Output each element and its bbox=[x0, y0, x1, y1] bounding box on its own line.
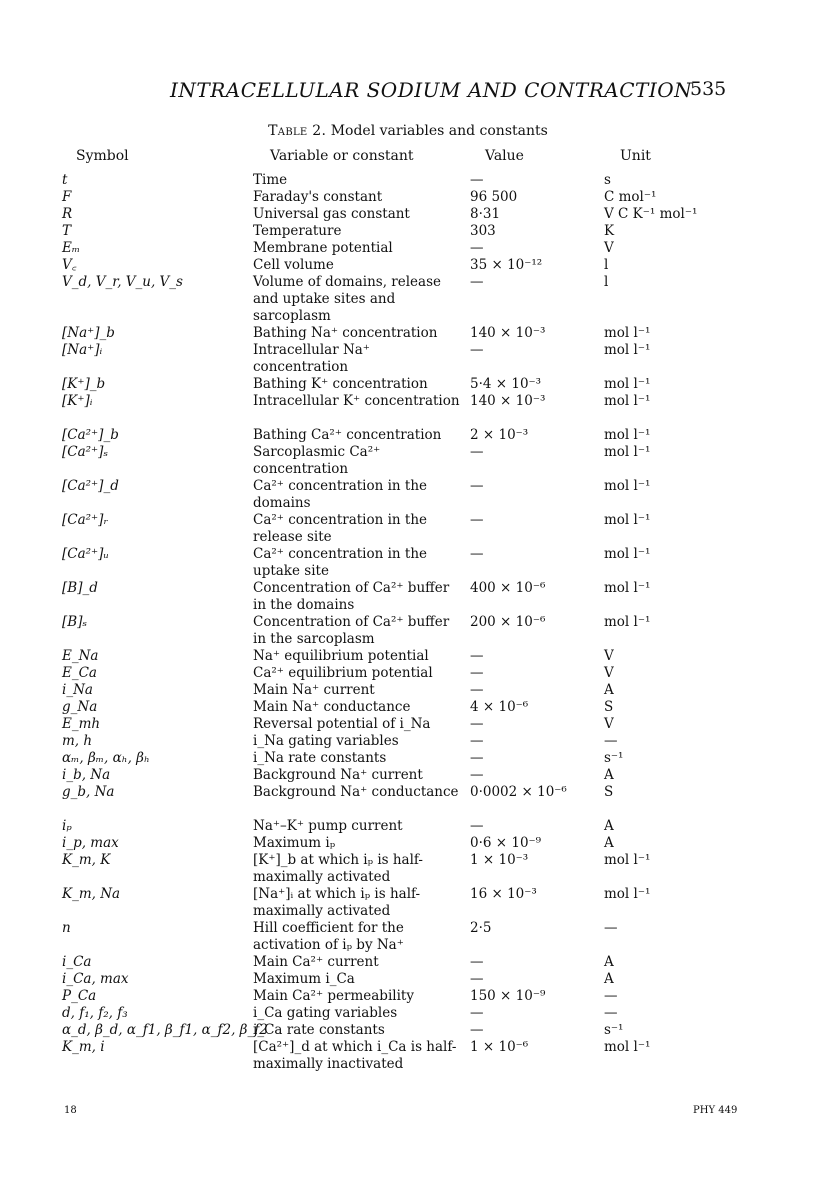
row-unit: mol l⁻¹ bbox=[604, 1039, 651, 1055]
row-symbol: g_Na bbox=[62, 699, 98, 715]
row-unit: A bbox=[604, 767, 614, 783]
row-description: Intracellular Na⁺ concentration bbox=[253, 342, 370, 375]
row-symbol: αₘ, βₘ, αₕ, βₕ bbox=[62, 750, 150, 766]
row-symbol: [B]ₛ bbox=[62, 614, 88, 630]
table-row bbox=[0, 427, 816, 444]
table-row bbox=[0, 716, 816, 733]
table-row bbox=[0, 852, 816, 886]
row-value: — bbox=[470, 954, 484, 970]
row-symbol: i_p, max bbox=[62, 835, 119, 851]
row-description: Main Ca²⁺ permeability bbox=[253, 988, 414, 1004]
row-unit: A bbox=[604, 954, 614, 970]
row-symbol: i_Ca, max bbox=[62, 971, 129, 987]
table-caption bbox=[0, 123, 816, 139]
row-symbol: i_Ca bbox=[62, 954, 92, 970]
column-header-description: Variable or constant bbox=[270, 148, 414, 164]
row-unit: S bbox=[604, 699, 614, 715]
row-unit: S bbox=[604, 784, 614, 800]
row-unit: mol l⁻¹ bbox=[604, 444, 651, 460]
row-symbol: [Ca²⁺]_b bbox=[62, 427, 119, 443]
column-header-symbol: Symbol bbox=[76, 148, 129, 164]
row-value: — bbox=[470, 444, 484, 460]
row-value: — bbox=[470, 1005, 484, 1021]
table-row bbox=[0, 1005, 816, 1022]
row-description: [Na⁺]ᵢ at which iₚ is half-maximally activated bbox=[253, 886, 421, 919]
row-description: Main Na⁺ current bbox=[253, 682, 375, 698]
table-row bbox=[0, 478, 816, 512]
row-symbol: iₚ bbox=[62, 818, 72, 834]
column-header-value: Value bbox=[485, 148, 524, 164]
row-value: 150 × 10⁻⁹ bbox=[470, 988, 546, 1004]
row-symbol: E_mh bbox=[62, 716, 101, 732]
table-row bbox=[0, 784, 816, 818]
table-row bbox=[0, 206, 816, 223]
row-description: Cell volume bbox=[253, 257, 334, 273]
table-row bbox=[0, 444, 816, 478]
row-description: Background Na⁺ current bbox=[253, 767, 423, 783]
row-description: i_Na gating variables bbox=[253, 733, 399, 749]
row-unit: V bbox=[604, 240, 614, 256]
row-symbol: t bbox=[62, 172, 68, 188]
row-unit: s⁻¹ bbox=[604, 750, 624, 766]
row-unit: A bbox=[604, 971, 614, 987]
row-description: Faraday's constant bbox=[253, 189, 383, 205]
row-description: Na⁺–K⁺ pump current bbox=[253, 818, 403, 834]
row-unit: mol l⁻¹ bbox=[604, 886, 651, 902]
row-unit: mol l⁻¹ bbox=[604, 376, 651, 392]
row-symbol: P_Ca bbox=[62, 988, 97, 1004]
row-description: Concentration of Ca²⁺ buffer in the domains bbox=[253, 580, 450, 613]
table-caption-text: Model variables and constants bbox=[330, 123, 548, 139]
row-description: Ca²⁺ concentration in the uptake site bbox=[253, 546, 428, 579]
row-description: i_Ca gating variables bbox=[253, 1005, 398, 1021]
row-symbol: E_Ca bbox=[62, 665, 97, 681]
running-head bbox=[0, 78, 816, 106]
row-unit: V C K⁻¹ mol⁻¹ bbox=[604, 206, 698, 222]
row-description: Bathing Ca²⁺ concentration bbox=[253, 427, 442, 443]
footer-signature: 18 bbox=[64, 1105, 77, 1116]
row-unit: A bbox=[604, 818, 614, 834]
table-row bbox=[0, 954, 816, 971]
row-description: Temperature bbox=[253, 223, 342, 239]
row-description: Ca²⁺ concentration in the domains bbox=[253, 478, 428, 511]
row-unit: K bbox=[604, 223, 615, 239]
row-value: — bbox=[470, 818, 484, 834]
row-unit: A bbox=[604, 835, 614, 851]
page-number: 535 bbox=[690, 78, 727, 100]
table-row bbox=[0, 580, 816, 614]
row-unit: mol l⁻¹ bbox=[604, 393, 651, 409]
row-unit: mol l⁻¹ bbox=[604, 342, 651, 358]
row-value: 303 bbox=[470, 223, 496, 239]
table-row bbox=[0, 1039, 816, 1073]
row-value: 200 × 10⁻⁶ bbox=[470, 614, 546, 630]
table-row bbox=[0, 750, 816, 767]
row-description: [Ca²⁺]_d at which i_Ca is half-maximally inactivated bbox=[253, 1039, 457, 1072]
row-value: 2 × 10⁻³ bbox=[470, 427, 529, 443]
row-value: 140 × 10⁻³ bbox=[470, 393, 546, 409]
row-description: Universal gas constant bbox=[253, 206, 410, 222]
row-unit: mol l⁻¹ bbox=[604, 580, 651, 596]
row-value: — bbox=[470, 172, 484, 188]
row-value: 1 × 10⁻⁶ bbox=[470, 1039, 529, 1055]
row-unit: mol l⁻¹ bbox=[604, 427, 651, 443]
row-unit: l bbox=[604, 257, 609, 273]
row-symbol: [B]_d bbox=[62, 580, 98, 596]
row-unit: mol l⁻¹ bbox=[604, 614, 651, 630]
row-description: Ca²⁺ concentration in the release site bbox=[253, 512, 428, 545]
row-unit: — bbox=[604, 733, 618, 749]
row-unit: V bbox=[604, 648, 614, 664]
row-unit: — bbox=[604, 1005, 618, 1021]
row-value: 400 × 10⁻⁶ bbox=[470, 580, 546, 596]
footer-code: PHY 449 bbox=[693, 1105, 738, 1116]
row-value: 16 × 10⁻³ bbox=[470, 886, 537, 902]
table-row bbox=[0, 920, 816, 954]
table-row bbox=[0, 886, 816, 920]
row-symbol: α_d, β_d, α_f1, β_f1, α_f2, β_f2 bbox=[62, 1022, 268, 1038]
row-unit: mol l⁻¹ bbox=[604, 546, 651, 562]
row-symbol: [Na⁺]ᵢ bbox=[62, 342, 103, 358]
row-symbol: V꜀ bbox=[62, 257, 77, 273]
table-row bbox=[0, 699, 816, 716]
row-value: 2·5 bbox=[470, 920, 492, 936]
row-unit: mol l⁻¹ bbox=[604, 325, 651, 341]
row-symbol: [Ca²⁺]ᵣ bbox=[62, 512, 109, 528]
row-value: — bbox=[470, 971, 484, 987]
row-value: — bbox=[470, 546, 484, 562]
row-symbol: [K⁺]ᵢ bbox=[62, 393, 93, 409]
row-symbol: K_m, i bbox=[62, 1039, 105, 1055]
row-symbol: F bbox=[62, 189, 72, 205]
table-row bbox=[0, 546, 816, 580]
row-value: 5·4 × 10⁻³ bbox=[470, 376, 542, 392]
row-value: 35 × 10⁻¹² bbox=[470, 257, 543, 273]
row-value: — bbox=[470, 1022, 484, 1038]
table-row bbox=[0, 223, 816, 240]
row-value: 96 500 bbox=[470, 189, 518, 205]
row-symbol: [Na⁺]_b bbox=[62, 325, 115, 341]
row-symbol: K_m, Na bbox=[62, 886, 121, 902]
row-description: i_Na rate constants bbox=[253, 750, 387, 766]
row-description: Bathing Na⁺ concentration bbox=[253, 325, 438, 341]
row-description: Hill coefficient for the activation of iₚ by Na⁺ bbox=[253, 920, 404, 953]
row-symbol: [Ca²⁺]ᵤ bbox=[62, 546, 109, 562]
table-row bbox=[0, 342, 816, 376]
row-unit: mol l⁻¹ bbox=[604, 512, 651, 528]
row-symbol: d, f₁, f₂, f₃ bbox=[62, 1005, 128, 1021]
row-value: — bbox=[470, 733, 484, 749]
table-row bbox=[0, 376, 816, 393]
table-row bbox=[0, 393, 816, 427]
row-description: Volume of domains, release and uptake sites and sarcoplasm bbox=[253, 274, 442, 324]
row-description: Time bbox=[253, 172, 288, 188]
table-row bbox=[0, 648, 816, 665]
row-value: — bbox=[470, 274, 484, 290]
row-value: — bbox=[470, 342, 484, 358]
row-symbol: R bbox=[62, 206, 73, 222]
row-symbol: g_b, Na bbox=[62, 784, 115, 800]
row-symbol: i_Na bbox=[62, 682, 93, 698]
row-unit: V bbox=[604, 665, 614, 681]
table-row bbox=[0, 767, 816, 784]
row-value: 4 × 10⁻⁶ bbox=[470, 699, 529, 715]
model-variables-table bbox=[0, 172, 816, 1073]
row-symbol: m, h bbox=[62, 733, 93, 749]
column-header-unit: Unit bbox=[620, 148, 651, 164]
row-description: Na⁺ equilibrium potential bbox=[253, 648, 429, 664]
row-description: Background Na⁺ conductance bbox=[253, 784, 459, 800]
row-description: Maximum i_Ca bbox=[253, 971, 355, 987]
table-row bbox=[0, 818, 816, 835]
row-value: 0·6 × 10⁻⁹ bbox=[470, 835, 542, 851]
table-row bbox=[0, 971, 816, 988]
row-symbol: n bbox=[62, 920, 71, 936]
row-value: 1 × 10⁻³ bbox=[470, 852, 529, 868]
row-description: [K⁺]_b at which iₚ is half-maximally activated bbox=[253, 852, 423, 885]
row-description: Concentration of Ca²⁺ buffer in the sarcoplasm bbox=[253, 614, 450, 647]
row-description: Reversal potential of i_Na bbox=[253, 716, 431, 732]
row-value: — bbox=[470, 767, 484, 783]
running-title: INTRACELLULAR SODIUM AND CONTRACTION bbox=[170, 78, 693, 102]
row-value: — bbox=[470, 665, 484, 681]
row-unit: l bbox=[604, 274, 609, 290]
table-row bbox=[0, 512, 816, 546]
row-unit: mol l⁻¹ bbox=[604, 478, 651, 494]
row-value: — bbox=[470, 478, 484, 494]
row-symbol: [K⁺]_b bbox=[62, 376, 106, 392]
row-value: — bbox=[470, 750, 484, 766]
row-value: — bbox=[470, 512, 484, 528]
row-value: 0·0002 × 10⁻⁶ bbox=[470, 784, 567, 800]
table-row bbox=[0, 240, 816, 257]
row-value: — bbox=[470, 648, 484, 664]
row-description: Intracellular K⁺ concentration bbox=[253, 393, 460, 409]
table-row bbox=[0, 257, 816, 274]
table-row bbox=[0, 733, 816, 750]
row-symbol: i_b, Na bbox=[62, 767, 111, 783]
table-row bbox=[0, 189, 816, 206]
table-row bbox=[0, 1022, 816, 1039]
table-row bbox=[0, 665, 816, 682]
row-symbol: V_d, V_r, V_u, V_s bbox=[62, 274, 183, 290]
row-unit: — bbox=[604, 988, 618, 1004]
row-value: 140 × 10⁻³ bbox=[470, 325, 546, 341]
row-unit: A bbox=[604, 682, 614, 698]
row-unit: mol l⁻¹ bbox=[604, 852, 651, 868]
row-description: Membrane potential bbox=[253, 240, 393, 256]
row-symbol: T bbox=[62, 223, 72, 239]
table-caption-label: Table 2. bbox=[268, 123, 327, 139]
row-unit: — bbox=[604, 920, 618, 936]
row-description: Main Ca²⁺ current bbox=[253, 954, 379, 970]
row-value: — bbox=[470, 682, 484, 698]
row-unit: s⁻¹ bbox=[604, 1022, 624, 1038]
row-value: 8·31 bbox=[470, 206, 501, 222]
row-symbol: [Ca²⁺]_d bbox=[62, 478, 119, 494]
row-description: Maximum iₚ bbox=[253, 835, 336, 851]
row-description: Ca²⁺ equilibrium potential bbox=[253, 665, 433, 681]
row-unit: s bbox=[604, 172, 611, 188]
row-value: — bbox=[470, 716, 484, 732]
row-symbol: [Ca²⁺]ₛ bbox=[62, 444, 108, 460]
row-value: — bbox=[470, 240, 484, 256]
row-description: Main Na⁺ conductance bbox=[253, 699, 411, 715]
table-row bbox=[0, 614, 816, 648]
table-row bbox=[0, 274, 816, 325]
table-row bbox=[0, 988, 816, 1005]
row-description: Bathing K⁺ concentration bbox=[253, 376, 428, 392]
table-row bbox=[0, 682, 816, 699]
row-description: i_Ca rate constants bbox=[253, 1022, 385, 1038]
row-symbol: Eₘ bbox=[62, 240, 81, 256]
row-symbol: E_Na bbox=[62, 648, 99, 664]
table-row bbox=[0, 325, 816, 342]
table-row bbox=[0, 172, 816, 189]
row-description: Sarcoplasmic Ca²⁺ concentration bbox=[253, 444, 381, 477]
table-row bbox=[0, 835, 816, 852]
row-symbol: K_m, K bbox=[62, 852, 111, 868]
row-unit: C mol⁻¹ bbox=[604, 189, 657, 205]
row-unit: V bbox=[604, 716, 614, 732]
